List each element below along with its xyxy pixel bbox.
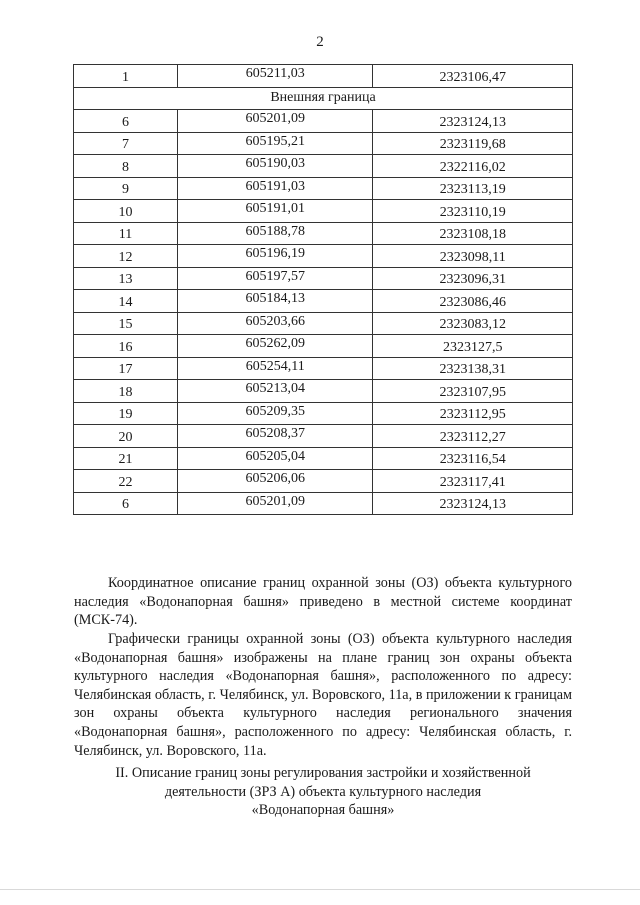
x-coordinate-cell: 605205,04 <box>178 447 373 470</box>
y-coordinate-cell: 2323116,54 <box>373 447 573 470</box>
x-coordinate-cell: 605201,09 <box>178 110 373 133</box>
y-coordinate-cell: 2323117,41 <box>373 470 573 493</box>
x-coordinate-cell: 605254,11 <box>178 357 373 380</box>
point-number-cell: 18 <box>74 380 178 403</box>
y-coordinate-cell: 2323106,47 <box>373 65 573 88</box>
table-row <box>74 492 573 515</box>
x-coordinate-cell: 605206,06 <box>178 470 373 493</box>
y-coordinate-cell: 2323112,95 <box>373 402 573 425</box>
y-coordinate-cell: 2323098,11 <box>373 245 573 268</box>
x-coordinate-cell: 605208,37 <box>178 425 373 448</box>
point-number-cell: 19 <box>74 402 178 425</box>
x-coordinate-cell: 605213,04 <box>178 380 373 403</box>
point-number-cell: 7 <box>74 132 178 155</box>
y-coordinate-cell: 2322116,02 <box>373 155 573 178</box>
point-number-cell: 21 <box>74 447 178 470</box>
y-coordinate-cell: 2323083,12 <box>373 312 573 335</box>
point-number-cell: 12 <box>74 245 178 268</box>
y-coordinate-cell: 2323108,18 <box>373 222 573 245</box>
point-number-cell: 11 <box>74 222 178 245</box>
point-number-cell: 22 <box>74 470 178 493</box>
x-coordinate-cell: 605203,66 <box>178 312 373 335</box>
y-coordinate-cell: 2323124,13 <box>373 492 573 515</box>
table-row <box>74 155 573 178</box>
table-row <box>74 222 573 245</box>
table-row <box>74 470 573 493</box>
point-number-cell: 17 <box>74 357 178 380</box>
table-row <box>74 290 573 313</box>
table-row <box>74 245 573 268</box>
point-number-cell: 1 <box>74 65 178 88</box>
x-coordinate-cell: 605262,09 <box>178 335 373 358</box>
table-row <box>74 132 573 155</box>
x-coordinate-cell: 605196,19 <box>178 245 373 268</box>
point-number-cell: 6 <box>74 110 178 133</box>
x-coordinate-cell: 605195,21 <box>178 132 373 155</box>
y-coordinate-cell: 2323110,19 <box>373 200 573 223</box>
page-number: 2 <box>316 34 324 50</box>
section-heading <box>74 764 572 820</box>
table-row <box>74 447 573 470</box>
x-coordinate-cell: 605190,03 <box>178 155 373 178</box>
table-row <box>74 312 573 335</box>
y-coordinate-cell: 2323096,31 <box>373 267 573 290</box>
graphic-description-paragraph: Графически границы охранной зоны (ОЗ) объекта культурного наследия «Водонапорная башня» изображены на плане границ зон охраны объекта культурного наследия «Водонапорная башня», расположенного по адресу: Челябинская область, г. Челябинск, ул. Воровского, 11а, в приложении к границам зон охраны объекта культурного наследия регионального значения «Водонапорная башня», расположенного по адресу: Челябинская область, г. Челябинск, ул. Воровского, 11а. <box>74 631 572 759</box>
y-coordinate-cell: 2323107,95 <box>373 380 573 403</box>
section-title: Внешняя граница <box>74 87 573 110</box>
table-row <box>74 177 573 200</box>
point-number-cell: 14 <box>74 290 178 313</box>
y-coordinate-cell: 2323127,5 <box>373 335 573 358</box>
x-coordinate-cell: 605201,09 <box>178 492 373 515</box>
table-row <box>74 335 573 358</box>
table-row <box>74 380 573 403</box>
x-coordinate-cell: 605184,13 <box>178 290 373 313</box>
x-coordinate-cell: 605209,35 <box>178 402 373 425</box>
heading-line: II. Описание границ зоны регулирования застройки и хозяйственной <box>115 765 531 781</box>
table-row <box>74 425 573 448</box>
point-number-cell: 20 <box>74 425 178 448</box>
point-number-cell: 10 <box>74 200 178 223</box>
point-number-cell: 13 <box>74 267 178 290</box>
table-row <box>74 402 573 425</box>
table-row <box>74 200 573 223</box>
table-row <box>74 65 573 88</box>
x-coordinate-cell: 605211,03 <box>178 65 373 88</box>
x-coordinate-cell: 605191,03 <box>178 177 373 200</box>
point-number-cell: 9 <box>74 177 178 200</box>
y-coordinate-cell: 2323112,27 <box>373 425 573 448</box>
table-row <box>74 357 573 380</box>
y-coordinate-cell: 2323086,46 <box>373 290 573 313</box>
point-number-cell: 8 <box>74 155 178 178</box>
coordinates-table <box>73 64 573 515</box>
point-number-cell: 15 <box>74 312 178 335</box>
section-row <box>74 87 573 110</box>
y-coordinate-cell: 2323124,13 <box>373 110 573 133</box>
point-number-cell: 16 <box>74 335 178 358</box>
table-row <box>74 110 573 133</box>
y-coordinate-cell: 2323113,19 <box>373 177 573 200</box>
heading-line: деятельности (ЗРЗ А) объекта культурного наследия <box>164 783 482 800</box>
table-row <box>74 267 573 290</box>
heading-line: «Водонапорная башня» <box>251 802 395 819</box>
page-divider <box>0 889 640 890</box>
x-coordinate-cell: 605188,78 <box>178 222 373 245</box>
coordinate-description-paragraph: Координатное описание границ охранной зоны (ОЗ) объекта культурного наследия «Водонапорная башня» приведено в местной системе координат (МСК-74). <box>74 575 572 629</box>
y-coordinate-cell: 2323138,31 <box>373 357 573 380</box>
point-number-cell: 6 <box>74 492 178 515</box>
y-coordinate-cell: 2323119,68 <box>373 132 573 155</box>
x-coordinate-cell: 605197,57 <box>178 267 373 290</box>
x-coordinate-cell: 605191,01 <box>178 200 373 223</box>
